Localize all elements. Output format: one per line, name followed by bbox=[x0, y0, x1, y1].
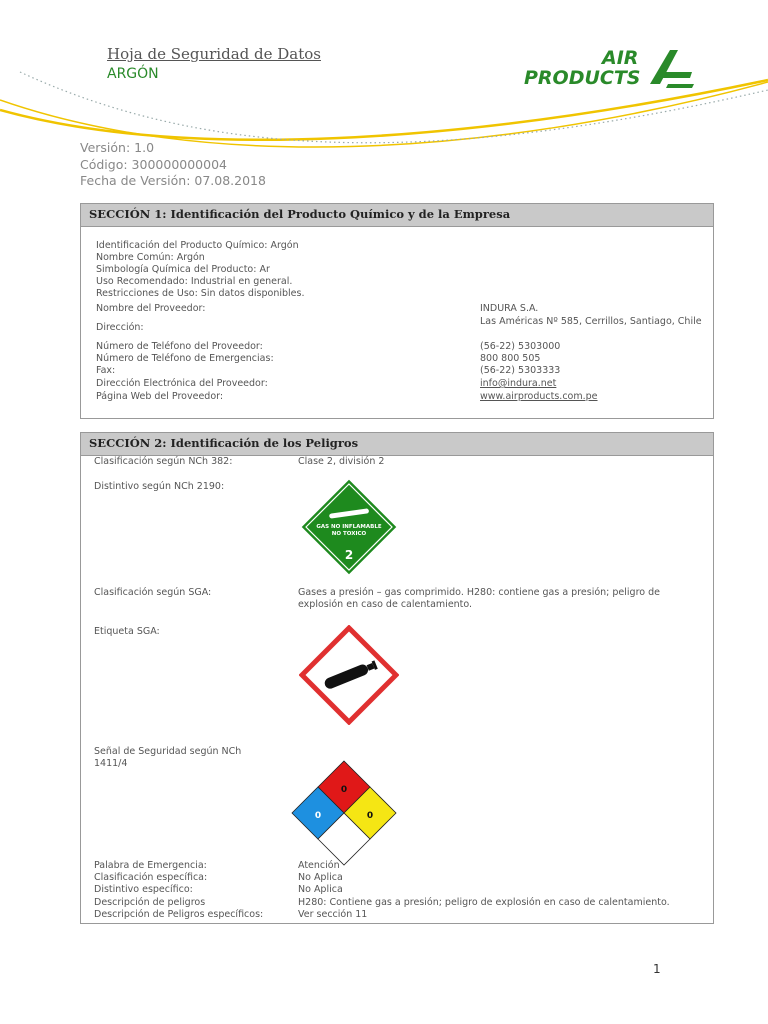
svg-text:0: 0 bbox=[366, 811, 374, 821]
product-name: ARGÓN bbox=[107, 66, 159, 82]
phone-value: (56-22) 5303000 bbox=[480, 341, 561, 352]
version-date: Fecha de Versión: 07.08.2018 bbox=[80, 173, 266, 188]
document-title: Hoja de Seguridad de Datos bbox=[107, 45, 321, 63]
nch382-label: Clasificación según NCh 382: bbox=[94, 456, 233, 467]
emergency-phone-label: Número de Teléfono de Emergencias: bbox=[96, 353, 274, 364]
s1-line: Restricciones de Uso: Sin datos disponibles. bbox=[96, 288, 305, 299]
ghs-gas-cylinder-icon bbox=[299, 625, 399, 725]
peligros-especificos-value: Ver sección 11 bbox=[298, 909, 368, 920]
s1-line: Simbología Química del Producto: Ar bbox=[96, 264, 270, 275]
section-2 bbox=[80, 432, 714, 924]
clasif-especifica-value: No Aplica bbox=[298, 872, 343, 883]
website-link[interactable]: www.airproducts.com.pe bbox=[480, 391, 598, 402]
svg-text:2: 2 bbox=[344, 548, 354, 562]
emergency-phone-value: 800 800 505 bbox=[480, 353, 541, 364]
svg-text:0: 0 bbox=[314, 811, 322, 821]
address-value: Las Américas Nº 585, Cerrillos, Santiago, Chile bbox=[480, 316, 702, 327]
nch1411-label: Señal de Seguridad según NCh 1411/4 bbox=[94, 746, 242, 769]
supplier-value: INDURA S.A. bbox=[480, 303, 539, 314]
email-label: Dirección Electrónica del Proveedor: bbox=[96, 378, 268, 389]
etiqueta-sga-label: Etiqueta SGA: bbox=[94, 626, 160, 637]
palabra-label: Palabra de Emergencia: bbox=[94, 860, 207, 871]
s1-line: Nombre Común: Argón bbox=[96, 252, 205, 263]
peligros-especificos-label: Descripción de Peligros específicos: bbox=[94, 909, 264, 920]
clasif-especifica-label: Clasificación específica: bbox=[94, 872, 208, 883]
distintivo-especifico-value: No Aplica bbox=[298, 884, 343, 895]
palabra-value: Atención bbox=[298, 860, 340, 871]
descripcion-peligros-value: H280: Contiene gas a presión; peligro de explosión en caso de calentamiento. bbox=[298, 897, 670, 908]
version: Versión: 1.0 bbox=[80, 140, 155, 155]
product-code: Código: 300000000004 bbox=[80, 157, 227, 172]
nch2190-label: Distintivo según NCh 2190: bbox=[94, 481, 225, 492]
website-label: Página Web del Proveedor: bbox=[96, 391, 224, 402]
fax-value: (56-22) 5303333 bbox=[480, 365, 561, 376]
section-1-title: SECCIÓN 1: Identificación del Producto Químico y de la Empresa bbox=[81, 204, 713, 227]
address-label: Dirección: bbox=[96, 322, 144, 333]
distintivo-especifico-label: Distintivo específico: bbox=[94, 884, 193, 895]
svg-text:NO TOXICO: NO TOXICO bbox=[331, 531, 367, 537]
phone-label: Número de Teléfono del Proveedor: bbox=[96, 341, 263, 352]
sga-value: Gases a presión – gas comprimido. H280: contiene gas a presión; peligro de explosión en caso de calentamiento. bbox=[298, 587, 660, 610]
descripcion-peligros-label: Descripción de peligros bbox=[94, 897, 206, 908]
nfpa-hazard-diamond-icon bbox=[291, 760, 397, 866]
section-1 bbox=[80, 203, 714, 419]
section-2-title: SECCIÓN 2: Identificación de los Peligros bbox=[81, 433, 713, 456]
supplier-label: Nombre del Proveedor: bbox=[96, 303, 206, 314]
s1-line: Uso Recomendado: Industrial en general. bbox=[96, 276, 293, 287]
non-flammable-gas-diamond-icon bbox=[299, 477, 399, 577]
svg-text:PRODUCTS: PRODUCTS bbox=[524, 67, 641, 88]
svg-text:AIR: AIR bbox=[602, 47, 639, 69]
svg-text:0: 0 bbox=[340, 785, 348, 795]
page-number: 1 bbox=[653, 962, 661, 976]
nch382-value: Clase 2, división 2 bbox=[298, 456, 385, 467]
svg-text:GAS NO INFLAMABLE: GAS NO INFLAMABLE bbox=[316, 524, 382, 530]
s1-line: Identificación del Producto Químico: Argón bbox=[96, 240, 299, 251]
fax-label: Fax: bbox=[96, 365, 116, 376]
sga-label: Clasificación según SGA: bbox=[94, 587, 212, 598]
email-link[interactable]: info@indura.net bbox=[480, 378, 557, 389]
